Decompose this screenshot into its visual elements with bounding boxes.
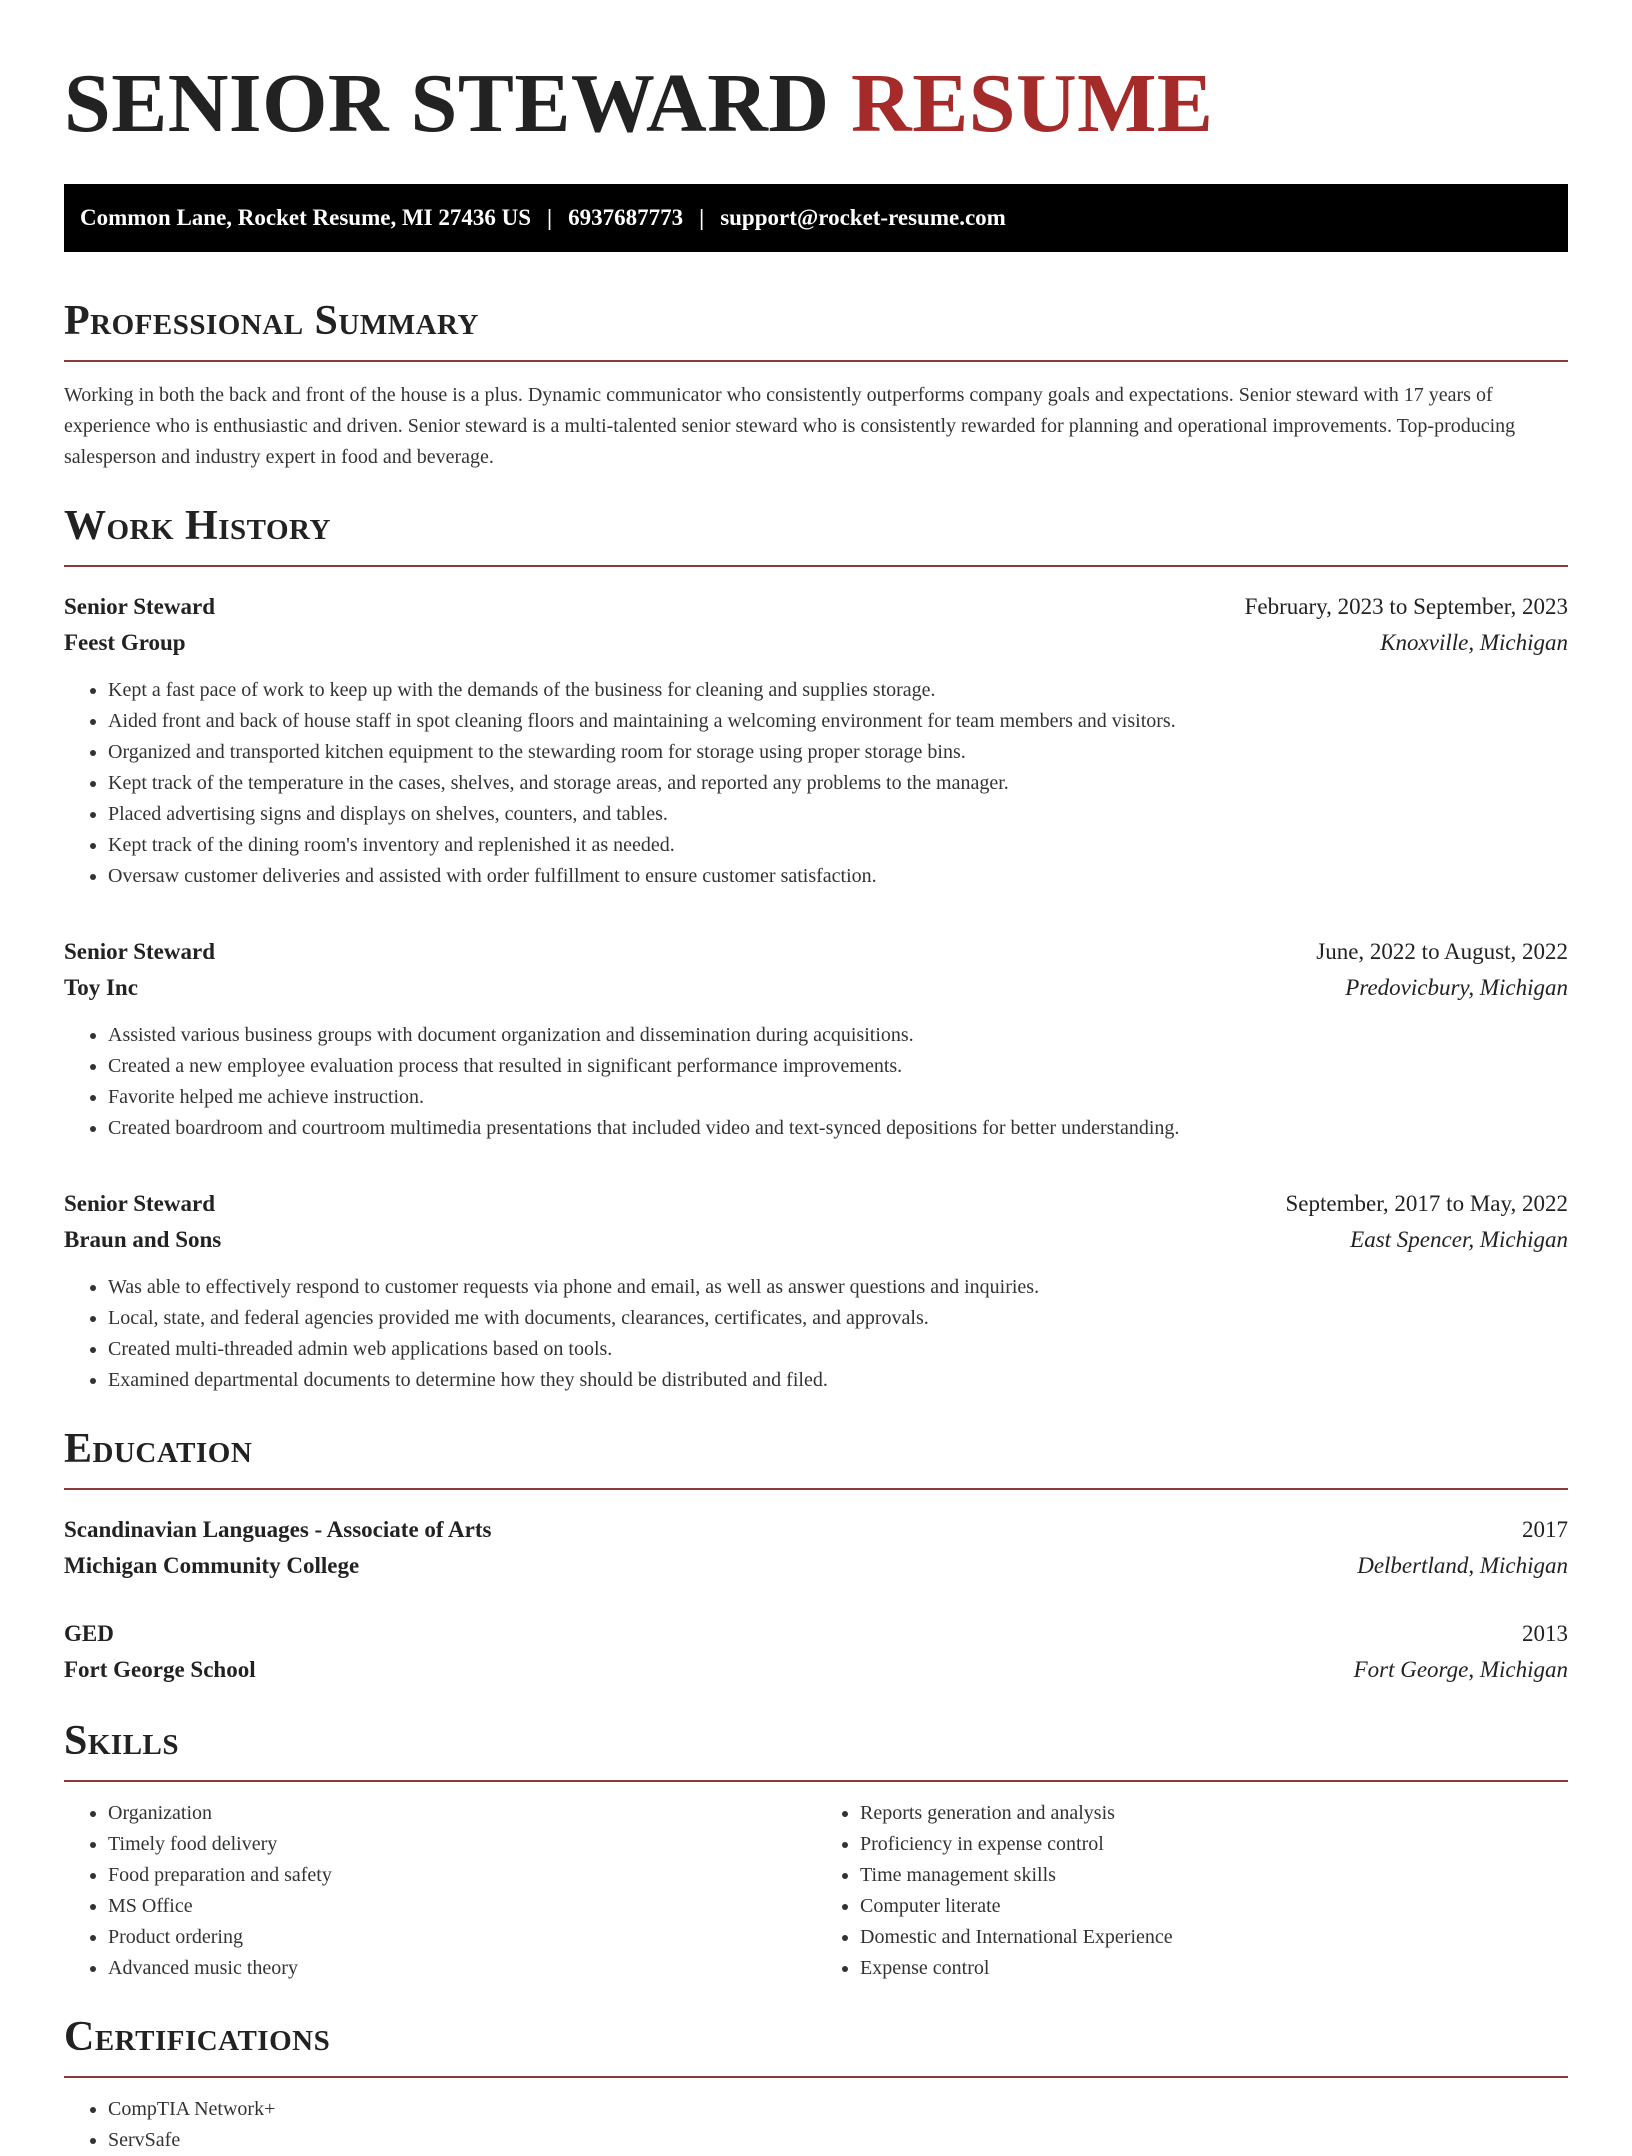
work-history-section bbox=[64, 503, 1568, 1396]
section-divider bbox=[64, 360, 1568, 362]
education-entry bbox=[64, 1616, 1568, 1688]
job-bullet: • Aided front and back of house staff in spot cleaning floors and maintaining a welcoming environment for team members and visitors. bbox=[108, 706, 1568, 737]
summary-text: Working in both the back and front of the house is a plus. Dynamic communicator who consistently outperforms company goals and expectations. Senior steward with 17 years of experience who is enthusiastic and driven. Senior steward is a multi-talented senior steward who is consistently rewarded for planning and operational improvements. Top-producing salesperson and industry expert in food and beverage. bbox=[64, 384, 1516, 468]
skill-item: • Expense control bbox=[860, 1953, 1568, 1984]
job-bullet: • Was able to effectively respond to customer requests via phone and email, as well as answer questions and inquiries. bbox=[108, 1272, 1568, 1303]
section-divider bbox=[64, 1780, 1568, 1782]
job-bullet: • Oversaw customer deliveries and assisted with order fulfillment to ensure customer satisfaction. bbox=[108, 861, 1568, 892]
job-dates: September, 2017 to May, 2022 bbox=[1285, 1191, 1568, 1216]
title-accent: RESUME bbox=[851, 57, 1214, 150]
education-location: Delbertland, Michigan bbox=[1357, 1553, 1568, 1578]
job-entry bbox=[64, 934, 1568, 1144]
education-location: Fort George, Michigan bbox=[1353, 1657, 1568, 1682]
job-company: Feest Group bbox=[64, 630, 186, 655]
contact-bar bbox=[64, 184, 1568, 252]
job-bullet: • Examined departmental documents to determine how they should be distributed and filed. bbox=[108, 1365, 1568, 1396]
skill-item: • Advanced music theory bbox=[108, 1953, 816, 1984]
job-bullets bbox=[64, 1020, 1568, 1144]
section-divider bbox=[64, 1488, 1568, 1490]
skills-grid bbox=[64, 1798, 1568, 1984]
contact-email: support@rocket-resume.com bbox=[720, 205, 1006, 230]
skill-item: • MS Office bbox=[108, 1891, 816, 1922]
job-bullet: • Local, state, and federal agencies provided me with documents, clearances, certificates, and approvals. bbox=[108, 1303, 1568, 1334]
skill-item: • Timely food delivery bbox=[108, 1829, 816, 1860]
skills-section bbox=[64, 1718, 1568, 1984]
certifications-heading: Certifications bbox=[64, 2014, 331, 2060]
job-title: Senior Steward bbox=[64, 1191, 215, 1216]
skills-heading: Skills bbox=[64, 1718, 180, 1764]
job-title: Senior Steward bbox=[64, 939, 215, 964]
education-school: Michigan Community College bbox=[64, 1553, 360, 1578]
job-bullet: • Kept track of the dining room's inventory and replenished it as needed. bbox=[108, 830, 1568, 861]
education-year: 2013 bbox=[1522, 1621, 1568, 1646]
job-bullet: • Kept a fast pace of work to keep up with the demands of the business for cleaning and supplies storage. bbox=[108, 675, 1568, 706]
skill-item: • Time management skills bbox=[860, 1860, 1568, 1891]
job-bullet: • Organized and transported kitchen equipment to the stewarding room for storage using proper storage bins. bbox=[108, 737, 1568, 768]
job-company: Braun and Sons bbox=[64, 1227, 222, 1252]
job-bullet: • Created a new employee evaluation process that resulted in significant performance improvements. bbox=[108, 1051, 1568, 1082]
job-dates: June, 2022 to August, 2022 bbox=[1316, 939, 1568, 964]
education-degree: GED bbox=[64, 1621, 114, 1646]
education-heading: Education bbox=[64, 1426, 253, 1472]
certifications-list bbox=[64, 2094, 1568, 2156]
education-section bbox=[64, 1426, 1568, 1688]
skill-item: • Food preparation and safety bbox=[108, 1860, 816, 1891]
job-company: Toy Inc bbox=[64, 975, 138, 1000]
job-dates: February, 2023 to September, 2023 bbox=[1244, 594, 1568, 619]
resume-title bbox=[64, 0, 1568, 150]
summary-section bbox=[64, 298, 1568, 473]
summary-heading: Professional Summary bbox=[64, 298, 479, 344]
job-bullets bbox=[64, 1272, 1568, 1396]
job-entry bbox=[64, 1186, 1568, 1396]
skill-item: • Product ordering bbox=[108, 1922, 816, 1953]
certifications-section bbox=[64, 2014, 1568, 2156]
education-school: Fort George School bbox=[64, 1657, 256, 1682]
education-year: 2017 bbox=[1522, 1517, 1568, 1542]
job-location: Predovicbury, Michigan bbox=[1345, 975, 1568, 1000]
work-history-heading: Work History bbox=[64, 503, 331, 549]
job-bullet: • Assisted various business groups with document organization and dissemination during acquisitions. bbox=[108, 1020, 1568, 1051]
certification-item: • ServSafe bbox=[108, 2125, 1568, 2156]
education-entry bbox=[64, 1512, 1568, 1584]
job-title: Senior Steward bbox=[64, 594, 215, 619]
skill-item: • Organization bbox=[108, 1798, 816, 1829]
job-bullet: • Created multi-threaded admin web applications based on tools. bbox=[108, 1334, 1568, 1365]
job-bullet: • Kept track of the temperature in the cases, shelves, and storage areas, and reported any problems to the manager. bbox=[108, 768, 1568, 799]
skill-item: • Proficiency in expense control bbox=[860, 1829, 1568, 1860]
skill-item: • Computer literate bbox=[860, 1891, 1568, 1922]
section-divider bbox=[64, 2076, 1568, 2078]
contact-separator: | bbox=[699, 205, 705, 230]
skills-list-left bbox=[64, 1798, 816, 1984]
job-bullet: • Placed advertising signs and displays on shelves, counters, and tables. bbox=[108, 799, 1568, 830]
skill-item: • Domestic and International Experience bbox=[860, 1922, 1568, 1953]
skill-item: • Reports generation and analysis bbox=[860, 1798, 1568, 1829]
job-bullets bbox=[64, 675, 1568, 892]
certification-item: • CompTIA Network+ bbox=[108, 2094, 1568, 2125]
job-location: East Spencer, Michigan bbox=[1350, 1227, 1568, 1252]
contact-phone: 6937687773 bbox=[568, 205, 684, 230]
contact-separator: | bbox=[547, 205, 553, 230]
contact-address: Common Lane, Rocket Resume, MI 27436 US bbox=[80, 205, 532, 230]
section-divider bbox=[64, 565, 1568, 567]
job-location: Knoxville, Michigan bbox=[1380, 630, 1568, 655]
job-entry bbox=[64, 589, 1568, 892]
job-bullet: • Favorite helped me achieve instruction. bbox=[108, 1082, 1568, 1113]
job-bullet: • Created boardroom and courtroom multimedia presentations that included video and text-synced depositions for better understanding. bbox=[108, 1113, 1568, 1144]
title-main: SENIOR STEWARD bbox=[64, 57, 830, 150]
education-degree: Scandinavian Languages - Associate of Arts bbox=[64, 1517, 492, 1542]
skills-list-right bbox=[816, 1798, 1568, 1984]
